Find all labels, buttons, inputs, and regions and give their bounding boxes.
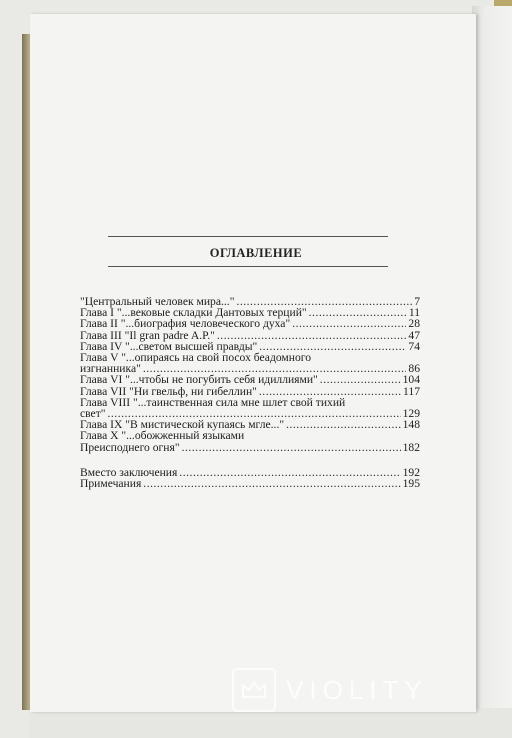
toc-entry <box>80 478 420 489</box>
toc-entry-page: 129 <box>402 407 420 421</box>
section-gap <box>80 453 420 467</box>
toc-entry-title: Примечания <box>80 477 142 491</box>
toc-entry-title: "Центральный человек мира..." <box>80 295 235 308</box>
page-title: ОГЛАВЛЕНИЕ <box>209 246 303 260</box>
leader-dots <box>143 478 400 489</box>
leader-dots <box>320 374 401 385</box>
toc-entry-page: 148 <box>402 418 420 432</box>
leader-dots <box>286 419 401 430</box>
toc-entry-page: 104 <box>402 373 420 387</box>
toc-entry <box>80 442 420 453</box>
toc-entry <box>80 318 420 329</box>
toc-entry-title: Преисподнего огня" <box>80 440 180 454</box>
toc-entry <box>80 374 420 385</box>
toc-entry-title: Вместо заключения <box>80 465 178 479</box>
top-rule <box>108 236 388 237</box>
watermark-text: VIOLITY <box>286 674 428 705</box>
table-of-contents <box>80 296 420 489</box>
toc-entry-page: 11 <box>408 306 420 320</box>
right-page-edge <box>472 6 512 726</box>
toc-entry-title: Глава II "...биография человеческого духа" <box>80 317 291 331</box>
toc-entry-page: 182 <box>402 440 420 454</box>
toc-entry-title: Глава IX "В мистической купаясь мгле..." <box>80 418 285 432</box>
toc-entry-title-line: Глава X "...обожженный языками <box>80 429 245 443</box>
crown-icon <box>232 668 276 712</box>
toc-entry-title-line: Глава V "...опираясь на свой посох беадомного <box>80 351 312 365</box>
table-surface <box>30 708 512 738</box>
leader-dots <box>309 307 407 318</box>
toc-entry-title: свет" <box>80 407 106 421</box>
toc-entry-title: Глава I "...вековые складки Дантовых терций" <box>80 306 307 320</box>
toc-entry-page: 117 <box>403 384 420 398</box>
leader-dots <box>182 442 401 453</box>
toc-entry-page: 47 <box>408 328 420 342</box>
watermark <box>232 668 428 712</box>
leader-dots <box>292 318 406 329</box>
toc-entry-page: 28 <box>408 317 420 331</box>
leader-dots <box>179 467 400 478</box>
toc-entry-page: 192 <box>402 465 420 479</box>
toc-entry-title: Глава VII "Ни гвельф, ни гибеллин" <box>80 384 257 398</box>
toc-entry-page: 7 <box>414 295 420 308</box>
toc-entry-title: Глава IV "...светом высшей правды" <box>80 339 258 353</box>
toc-entry-title: Глава VI "...чтобы не погубить себя идиллиями" <box>80 373 318 387</box>
toc-entry-page: 86 <box>408 362 420 376</box>
toc-entry-page: 74 <box>408 339 420 353</box>
toc-entry-page: 195 <box>402 477 420 491</box>
toc-entry-title-line: Глава VIII "...таинственная сила мне шлет свой тихий <box>80 395 346 409</box>
toc-entry-title: изгнанника" <box>80 362 141 376</box>
bottom-rule <box>108 266 388 267</box>
toc-entry-title: Глава III "Il gran padre A.P." <box>80 328 215 342</box>
